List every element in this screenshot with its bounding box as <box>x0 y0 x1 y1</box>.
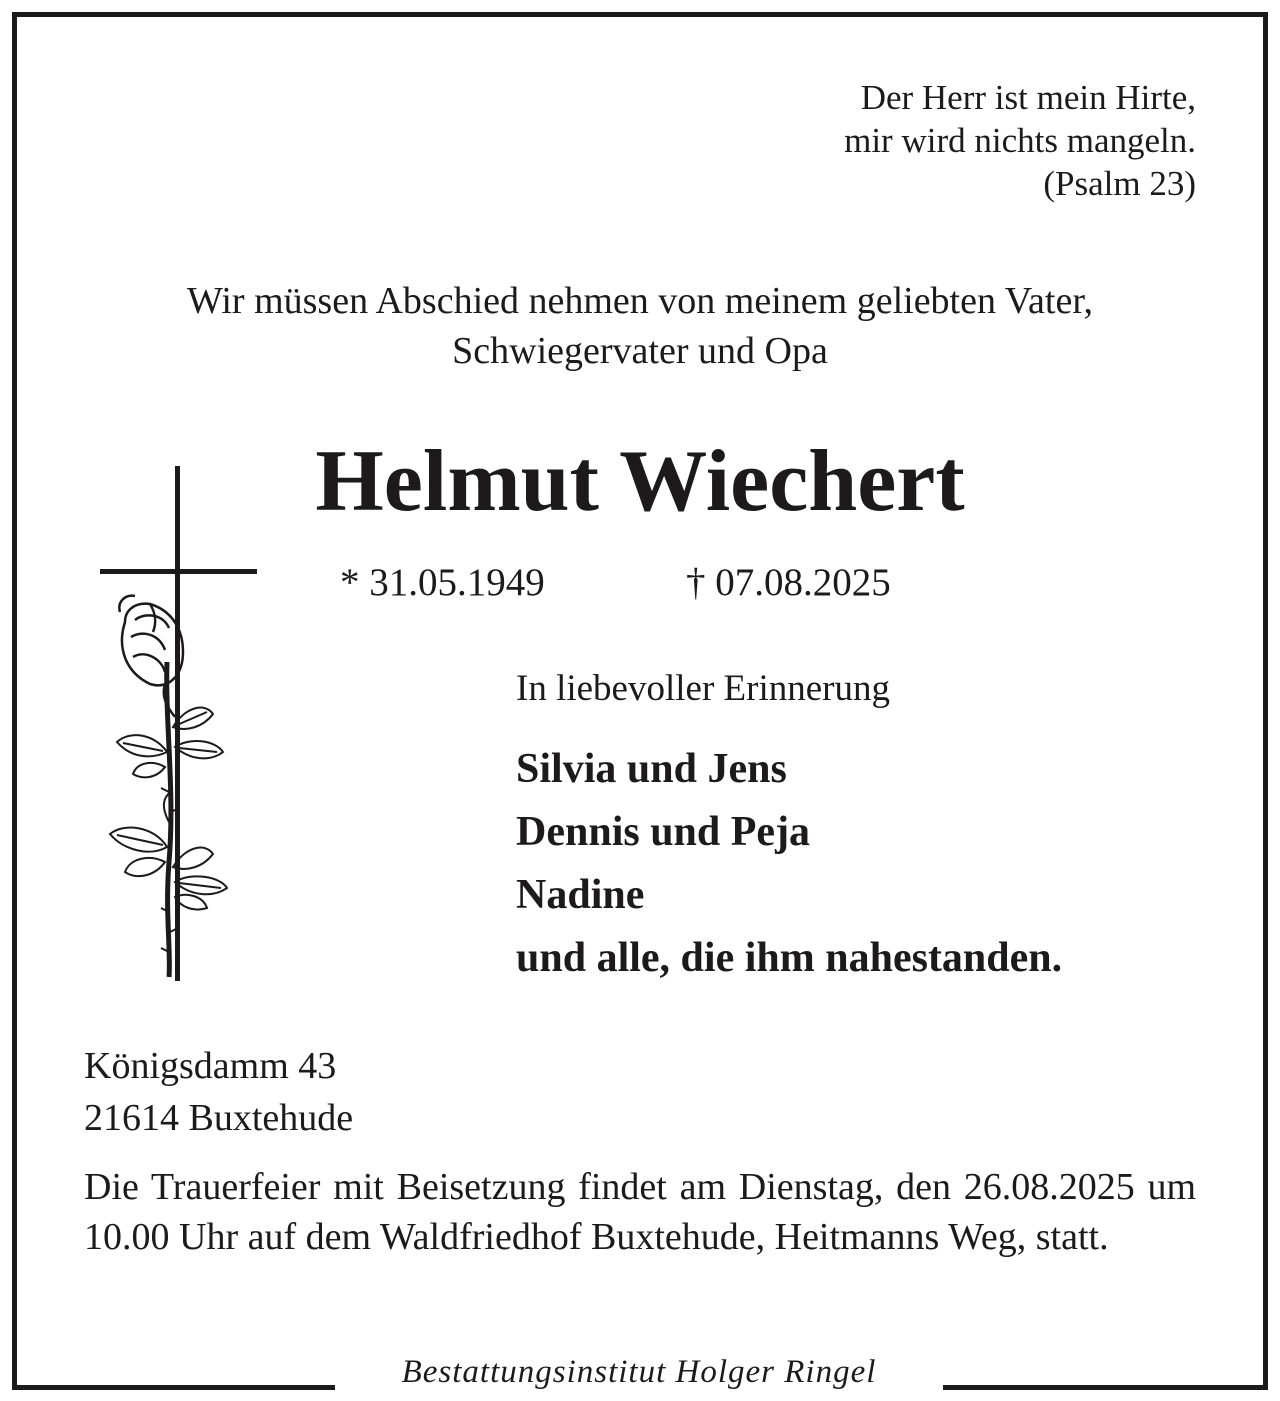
address-street: Königsdamm 43 <box>84 1045 337 1087</box>
psalm-line-1: Der Herr ist mein Hirte, <box>860 78 1196 117</box>
psalm-quote <box>844 76 1196 205</box>
ceremony-notice: Die Trauerfeier mit Beisetzung findet am Dienstag, den 26.08.2025 um 10.00 Uhr auf dem Waldfriedhof Buxtehude, Heitmanns Weg, statt. <box>84 1166 1196 1258</box>
family-member: Nadine <box>516 872 645 918</box>
death-date: † 07.08.2025 <box>686 561 891 604</box>
intro-text <box>0 276 1280 376</box>
psalm-source: (Psalm 23) <box>1043 164 1196 203</box>
intro-line-1: Wir müssen Abschied nehmen von meinem geliebten Vater, <box>187 280 1093 322</box>
bottom-rule-left <box>12 1385 335 1390</box>
family-member: Dennis und Peja <box>516 809 811 855</box>
intro-line-2: Schwiegervater und Opa <box>452 330 828 372</box>
address-city: 21614 Buxtehude <box>84 1097 354 1139</box>
birth-date: * 31.05.1949 <box>340 561 545 604</box>
family-member: und alle, die ihm nahestanden. <box>516 935 1063 981</box>
deceased-name: Helmut Wiechert <box>315 433 965 530</box>
family-list <box>516 738 1062 990</box>
memory-line: In liebevoller Erinnerung <box>516 668 890 709</box>
bottom-rule-right <box>943 1385 1268 1390</box>
psalm-line-2: mir wird nichts mangeln. <box>844 121 1196 160</box>
undertaker-name: Bestattungsinstitut Holger Ringel <box>401 1354 877 1390</box>
family-member: Silvia und Jens <box>516 746 787 792</box>
address-block <box>84 1040 353 1144</box>
cross-with-rose-icon <box>95 462 265 987</box>
